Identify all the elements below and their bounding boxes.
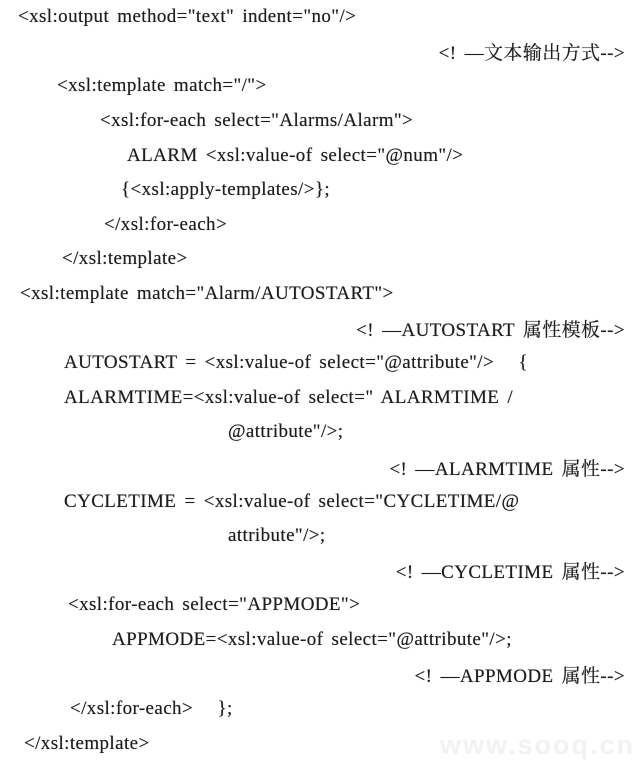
code-line: attribute"/>;	[228, 525, 326, 547]
code-line: ALARM <xsl:value-of select="@num"/>	[127, 144, 464, 166]
code-line: @attribute"/>;	[228, 421, 344, 443]
code-line: CYCLETIME = <xsl:value-of select="CYCLETIME/@	[64, 490, 520, 512]
code-comment-line: <! —文本输出方式-->	[438, 43, 625, 65]
watermark: www.sooq.cn	[439, 730, 635, 760]
code-line: </xsl:for-each> };	[70, 698, 233, 720]
code-comment-line: <! —CYCLETIME 属性-->	[395, 562, 625, 584]
code-comment-line: <! —ALARMTIME 属性-->	[389, 458, 625, 480]
code-line: </xsl:template>	[24, 732, 150, 754]
code-line: <xsl:for-each select="APPMODE">	[68, 594, 361, 616]
code-line: </xsl:for-each>	[104, 213, 228, 235]
code-line: APPMODE=<xsl:value-of select="@attribute"/>;	[112, 628, 512, 650]
code-line: <xsl:template match="Alarm/AUTOSTART">	[20, 283, 394, 305]
code-line: ALARMTIME=<xsl:value-of select=" ALARMTIME /	[64, 386, 514, 408]
code-line: <xsl:for-each select="Alarms/Alarm">	[100, 110, 414, 132]
code-comment-line: <! —AUTOSTART 属性模板-->	[356, 320, 625, 342]
code-line: <xsl:output method="text" indent="no"/>	[18, 6, 357, 28]
code-comment-line: <! —APPMODE 属性-->	[414, 666, 625, 688]
code-line: AUTOSTART = <xsl:value-of select="@attribute"/> {	[64, 352, 529, 374]
code-line: {<xsl:apply-templates/>};	[121, 179, 331, 201]
code-line: <xsl:template match="/">	[57, 75, 267, 97]
code-line: </xsl:template>	[62, 248, 188, 270]
